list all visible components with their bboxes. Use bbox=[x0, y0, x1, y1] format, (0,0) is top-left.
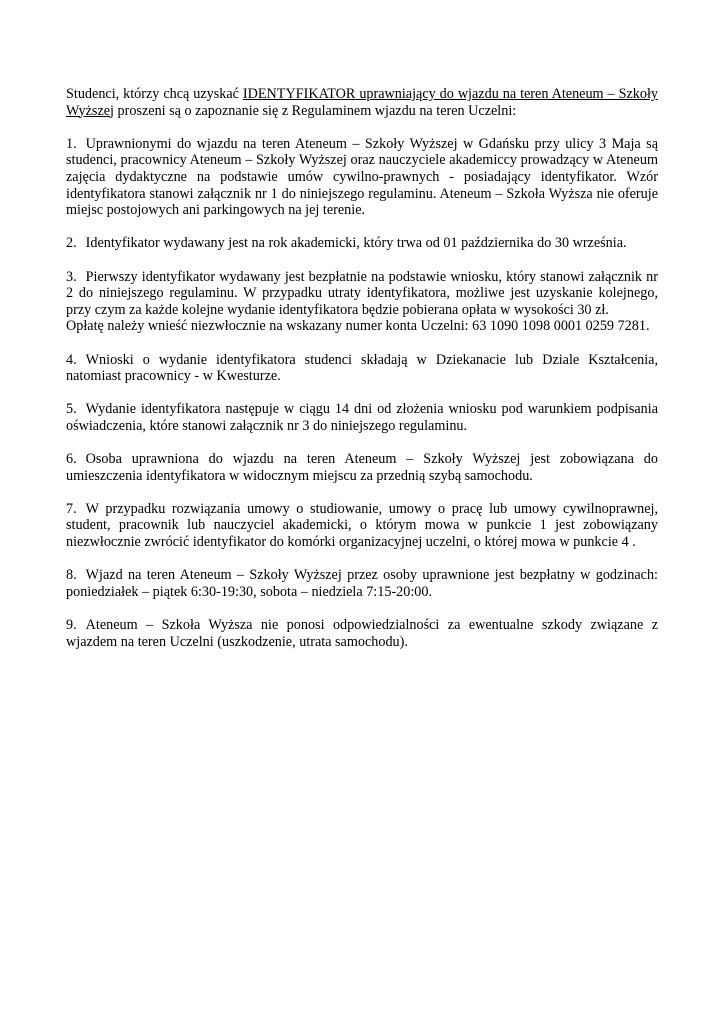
item-text: Osoba uprawniona do wjazdu na teren Ateneum – Szkoły Wyższej jest zobowiązana do umieszczenia identyfikatora w widocznym miejscu za przednią szybą samochodu. bbox=[66, 451, 658, 484]
item-text: Uprawnionymi do wjazdu na teren Ateneum – Szkoły Wyższej w Gdańsku przy ulicy 3 Maja są studenci, pracownicy Ateneum – Szkoły Wyższej oraz nauczyciele akademiccy prowadzący w Ateneum zajęcia dydaktyczne na podstawie umów cywilno-prawnych - posiadający identyfikator. Wzór identyfikatora stanowi załącznik nr 1 do niniejszego regulaminu. Ateneum – Szkoła Wyższa nie oferuje miejsc postojowych ani parkingowych na jej terenie. bbox=[66, 135, 658, 219]
item-number: 7. bbox=[66, 500, 77, 517]
intro-text-after: proszeni są o zapoznanie się z Regulaminem wjazdu na teren Uczelni: bbox=[114, 102, 517, 119]
regulation-item-9 bbox=[66, 617, 658, 650]
regulation-item-8 bbox=[66, 567, 658, 600]
regulation-item-1 bbox=[66, 136, 658, 219]
regulation-item-4 bbox=[66, 352, 658, 385]
bank-account-note: Opłatę należy wnieść niezwłocznie na wskazany numer konta Uczelni: 63 1090 1098 0001 0259 7281. bbox=[66, 318, 650, 335]
regulation-item-7 bbox=[66, 501, 658, 551]
intro-text-before: Studenci, którzy chcą uzyskać bbox=[66, 86, 243, 102]
item-text: Wjazd na teren Ateneum – Szkoły Wyższej przez osoby uprawnione jest bezpłatny w godzinach: poniedziałek – piątek 6:30-19:30, sobota – niedziela 7:15-20:00. bbox=[66, 567, 658, 600]
item-text: Wydanie identyfikatora następuje w ciągu 14 dni od złożenia wniosku pod warunkiem podpisania oświadczenia, które stanowi załącznik nr 3 do niniejszego regulaminu. bbox=[66, 401, 658, 434]
regulation-item-6 bbox=[66, 451, 658, 484]
regulation-document bbox=[66, 86, 658, 667]
item-number: 3. bbox=[66, 268, 77, 285]
regulation-item-2 bbox=[66, 235, 658, 252]
item-number: 9. bbox=[66, 617, 77, 633]
item-text: W przypadku rozwiązania umowy o studiowanie, umowy o pracę lub umowy cywilnoprawnej, student, pracownik lub nauczyciel akademicki, o którym mowa w punkcie 1 jest zobowiązany niezwłocznie zwrócić identyfikator do komórki organizacyjnej uczelni, o której mowa w punkcie 4 . bbox=[66, 500, 658, 551]
item-text: Identyfikator wydawany jest na rok akademicki, który trwa od 01 października do 30 września. bbox=[85, 235, 627, 252]
intro-paragraph bbox=[66, 86, 658, 119]
item-number: 8. bbox=[66, 567, 77, 584]
regulation-item-3 bbox=[66, 269, 658, 335]
item-number: 1. bbox=[66, 135, 77, 152]
regulation-item-5 bbox=[66, 401, 658, 434]
item-text: Wnioski o wydanie identyfikatora studenci składają w Dziekanacie lub Dziale Kształcenia, natomiast pracownicy - w Kwesturze. bbox=[66, 351, 658, 385]
item-number: 4. bbox=[66, 351, 77, 368]
item-text: Pierwszy identyfikator wydawany jest bezpłatnie na podstawie wniosku, który stanowi załącznik nr 2 do niniejszego regulaminu. W przypadku utraty identyfikatora, możliwe jest uzyskanie kolejnego, przy czym za każde kolejne wydanie identyfikatora będzie pobierana opłata w wysokości 30 zł. bbox=[66, 268, 658, 318]
item-number: 2. bbox=[66, 235, 77, 252]
intro-text-underlined: IDENTYFIKATOR uprawniający do wjazdu na teren Ateneum – Szkoły Wyższej bbox=[66, 86, 658, 119]
item-number: 5. bbox=[66, 401, 77, 418]
item-number: 6. bbox=[66, 451, 77, 468]
item-text: Ateneum – Szkoła Wyższa nie ponosi odpowiedzialności za ewentualne szkody związane z wjazdem na teren Uczelni (uszkodzenie, utrata samochodu). bbox=[66, 617, 658, 650]
